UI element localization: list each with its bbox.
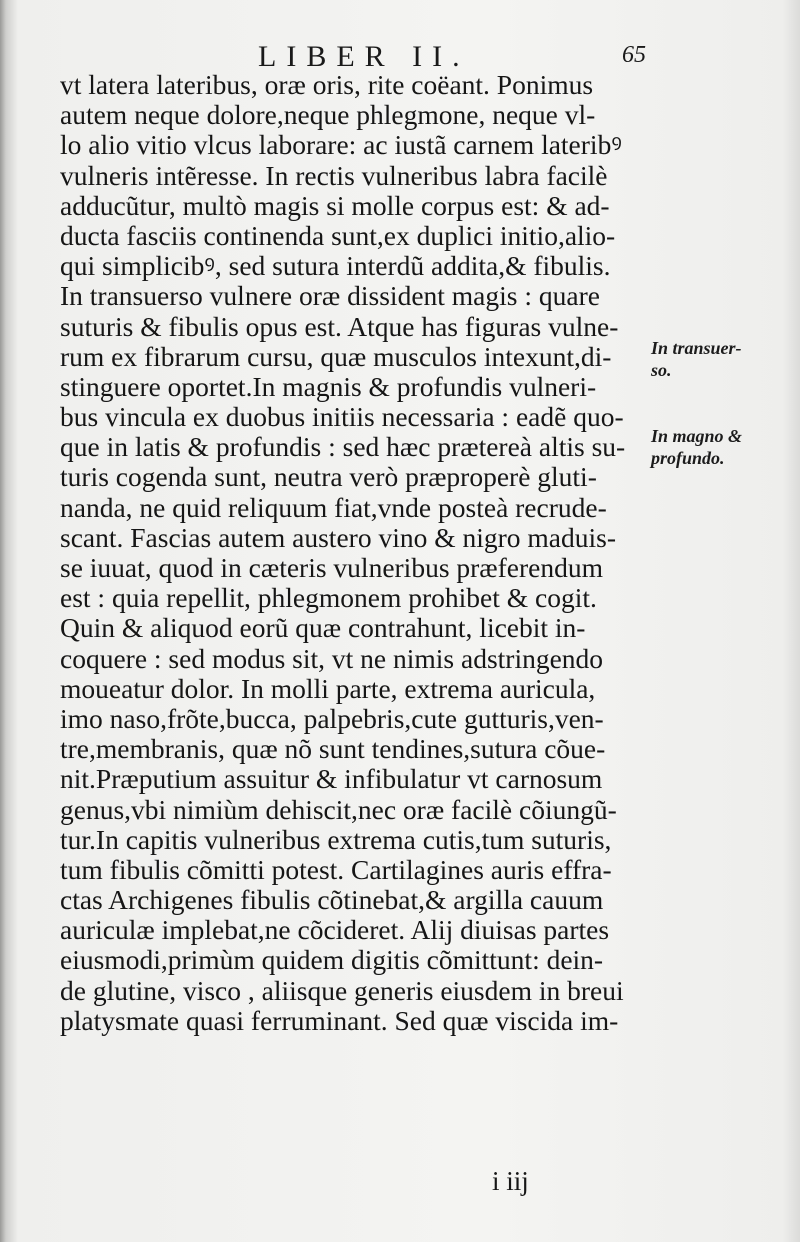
text-line: stinguere oportet.In magnis & profundis vulneri- — [60, 370, 597, 402]
text-line: suturis & fibulis opus est. Atque has figuras vulne- — [60, 310, 619, 342]
text-line: autem neque dolore,neque phlegmone, neque vl- — [60, 99, 596, 131]
text-line: imo naso,frõte,bucca, palpebris,cute gutturis,ven- — [60, 702, 604, 734]
signature-mark: i iij — [492, 1166, 529, 1196]
show-through-bleed — [660, 140, 790, 300]
text-line: vulneris intẽresse. In rectis vulneribus labra facilè — [60, 159, 608, 191]
text-line: vt latera lateribus, oræ oris, rite coëant. Ponimus — [60, 69, 594, 100]
text-line: tre,membranis, quæ nõ sunt tendines,sutura cõue- — [60, 733, 606, 765]
text-line: platysmate quasi ferruminant. Sed quæ viscida im- — [60, 1004, 619, 1036]
text-line: In transuerso vulnere oræ dissident magis : quare — [60, 280, 600, 312]
text-line: Quin & aliquod eorũ quæ contrahunt, licebit in- — [60, 612, 586, 644]
text-line: que in latis & profundis : sed hæc prætereà altis su- — [60, 431, 626, 463]
text-line: scant. Fascias autem austero vino & nigro maduis- — [60, 521, 616, 553]
text-line: eiusmodi,primùm quidem digitis cõmittunt: dein- — [60, 944, 604, 976]
text-line: tur.In capitis vulneribus extrema cutis,tum suturis, — [60, 823, 612, 855]
text-line: auriculæ implebat,ne cõcideret. Alij diuisas partes — [60, 914, 610, 946]
text-line: bus vincula ex duobus initiis necessaria : eadẽ quo- — [60, 401, 624, 433]
text-line: moueatur dolor. In molli parte, extrema auricula, — [60, 672, 596, 704]
text-line: est : quia repellit, phlegmonem prohibet & cogit. — [60, 582, 597, 614]
text-line: nanda, ne quid reliquum fiat,vnde posteà recrude- — [60, 491, 607, 523]
margin-note-transverse: In transuer- so. — [651, 338, 742, 380]
text-line: qui simplicibꝰ, sed sutura interdũ addita,& fibulis. — [60, 250, 611, 282]
main-text-block — [60, 70, 660, 1036]
text-line: tum fibulis cõmitti potest. Cartilagines auris effra- — [60, 853, 612, 885]
text-line: rum ex fibrarum cursu, quæ musculos intexunt,di- — [60, 340, 612, 372]
page-edge-shadow — [782, 0, 800, 1242]
text-line: de glutine, visco , aliisque generis eiusdem in breui — [60, 974, 624, 1006]
running-title: LIBER II. — [258, 40, 470, 73]
text-line: ducta fasciis continenda sunt,ex duplici initio,alio- — [60, 219, 616, 251]
margin-note-deep: In magno & profundo. — [651, 426, 743, 468]
text-line: adducũtur, multò magis si molle corpus est: & ad- — [60, 189, 610, 221]
text-line: turis cogenda sunt, neutra verò præproperè gluti- — [60, 461, 597, 493]
text-line: coquere : sed modus sit, vt ne nimis adstringendo — [60, 642, 604, 674]
page-number: 65 — [622, 42, 646, 68]
text-line: nit.Præputium assuitur & infibulatur vt carnosum — [60, 763, 603, 795]
text-line: lo alio vitio vlcus laborare: ac iustã carnem lateribꝰ — [60, 129, 622, 161]
text-line: se iuuat, quod in cæteris vulneribus præferendum — [60, 552, 604, 583]
text-line: genus,vbi nimiùm dehiscit,nec oræ facilè cõiungũ- — [60, 793, 617, 825]
text-line: ctas Archigenes fibulis cõtinebat,& argilla cauum — [60, 884, 604, 916]
